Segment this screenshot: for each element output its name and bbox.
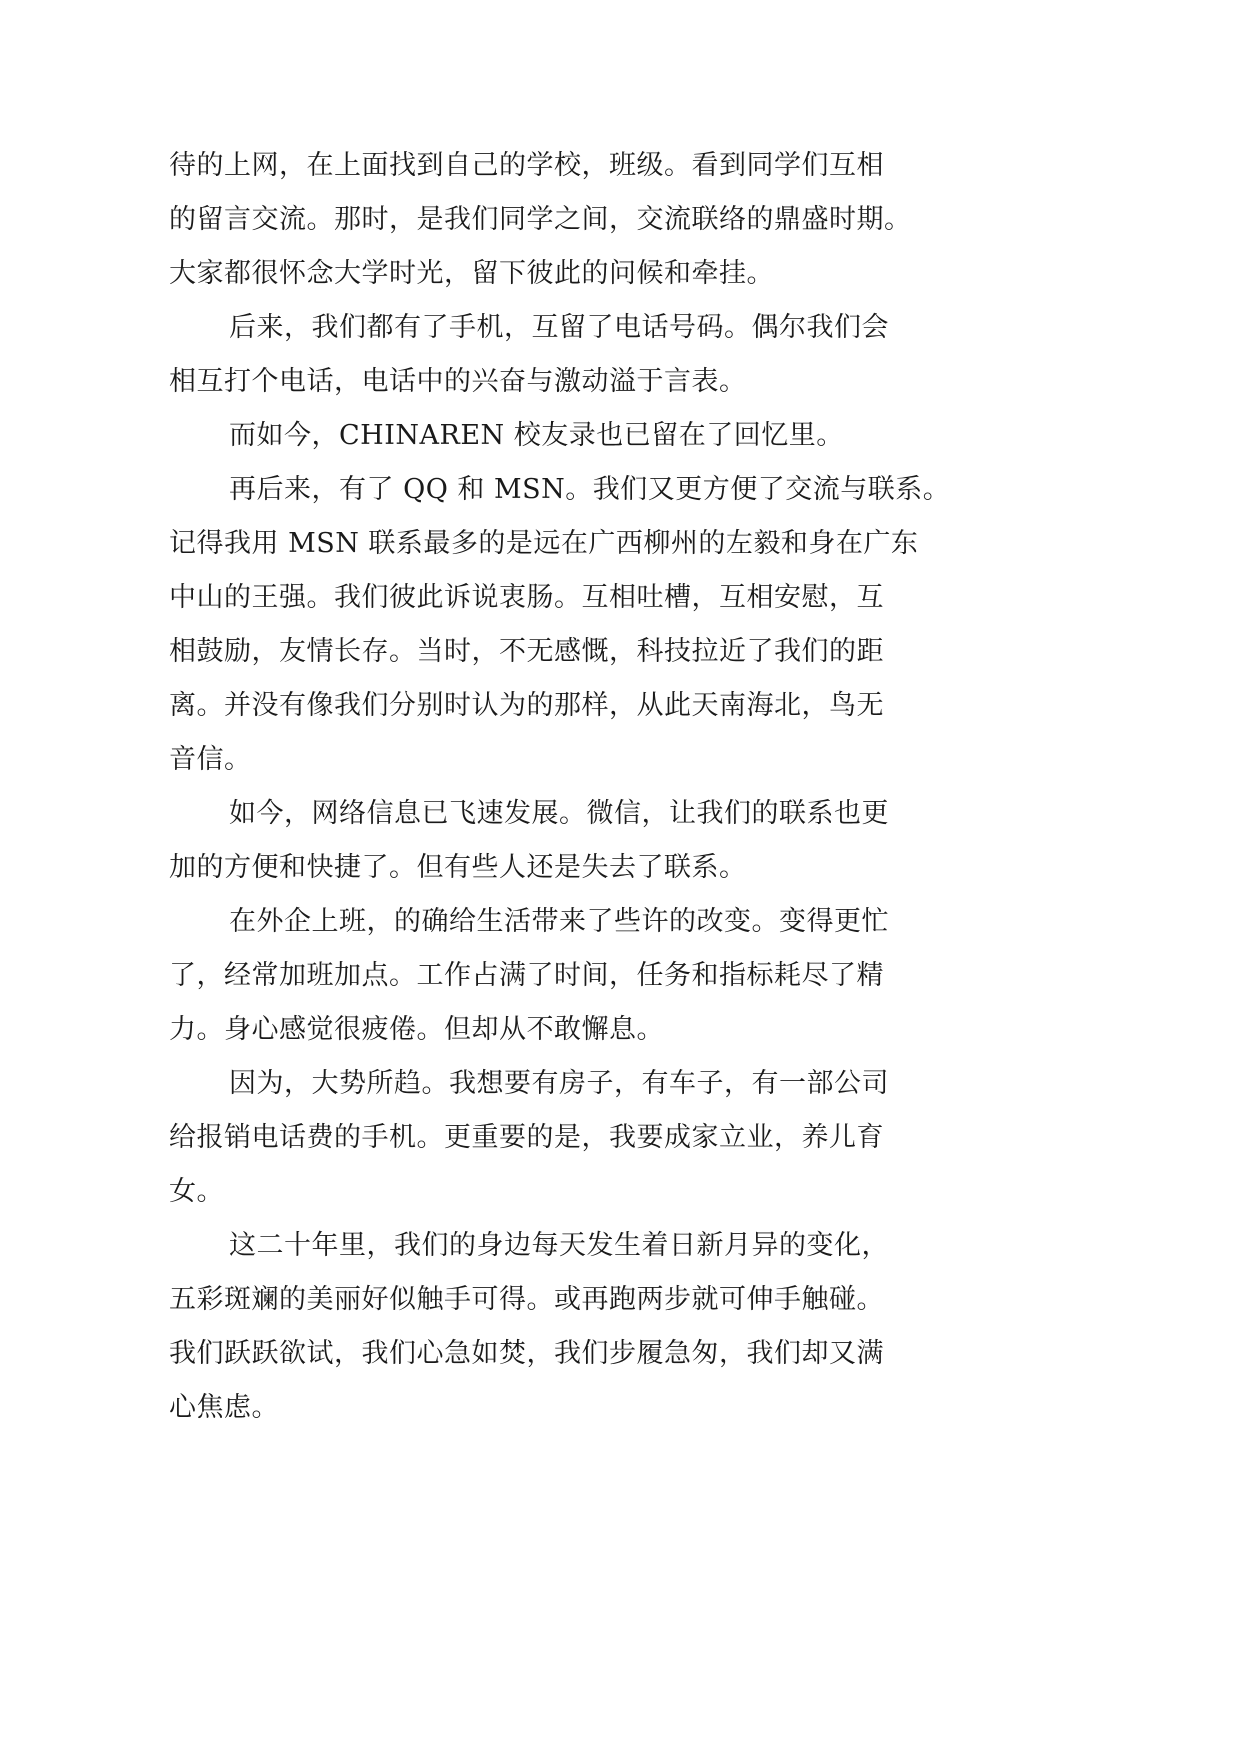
text-line: 了，经常加班加点。工作占满了时间，任务和指标耗尽了精 (169, 960, 884, 991)
document-page (169, 139, 969, 1435)
paragraph (169, 1057, 969, 1219)
text-line: 而如今，CHINAREN 校友录也已留在了回忆里。 (229, 420, 844, 451)
paragraph (169, 409, 969, 463)
text-line: 因为，大势所趋。我想要有房子，有车子，有一部公司 (229, 1068, 889, 1099)
text-line: 相互打个电话，电话中的兴奋与激动溢于言表。 (169, 366, 747, 397)
paragraph (169, 139, 969, 301)
paragraph (169, 301, 969, 409)
paragraph (169, 1219, 969, 1435)
text-line: 心焦虑。 (169, 1392, 279, 1423)
text-line: 我们跃跃欲试，我们心急如焚，我们步履急匆，我们却又满 (169, 1338, 884, 1369)
paragraph (169, 787, 969, 895)
text-line: 音信。 (169, 744, 252, 775)
text-line: 后来，我们都有了手机，互留了电话号码。偶尔我们会 (229, 312, 889, 343)
text-line: 相鼓励，友情长存。当时，不无感慨，科技拉近了我们的距 (169, 636, 884, 667)
text-line: 加的方便和快捷了。但有些人还是失去了联系。 (169, 852, 747, 883)
text-line: 五彩斑斓的美丽好似触手可得。或再跑两步就可伸手触碰。 (169, 1284, 884, 1315)
text-line: 大家都很怀念大学时光，留下彼此的问候和牵挂。 (169, 258, 774, 289)
text-line: 离。并没有像我们分别时认为的那样，从此天南海北，鸟无 (169, 690, 884, 721)
text-line: 再后来，有了 QQ 和 MSN。我们又更方便了交流与联系。 (229, 474, 951, 505)
text-line: 的留言交流。那时，是我们同学之间，交流联络的鼎盛时期。 (169, 204, 912, 235)
text-line: 如今，网络信息已飞速发展。微信，让我们的联系也更 (229, 798, 889, 829)
text-line: 这二十年里，我们的身边每天发生着日新月异的变化， (229, 1230, 889, 1261)
text-line: 待的上网，在上面找到自己的学校，班级。看到同学们互相 (169, 150, 884, 181)
text-line: 记得我用 MSN 联系最多的是远在广西柳州的左毅和身在广东 (169, 528, 919, 559)
text-line: 女。 (169, 1176, 224, 1207)
text-line: 给报销电话费的手机。更重要的是，我要成家立业，养儿育 (169, 1122, 884, 1153)
text-line: 在外企上班，的确给生活带来了些许的改变。变得更忙 (229, 906, 889, 937)
paragraph (169, 463, 969, 787)
paragraph (169, 895, 969, 1057)
text-line: 力。身心感觉很疲倦。但却从不敢懈息。 (169, 1014, 664, 1045)
text-line: 中山的王强。我们彼此诉说衷肠。互相吐槽，互相安慰，互 (169, 582, 884, 613)
